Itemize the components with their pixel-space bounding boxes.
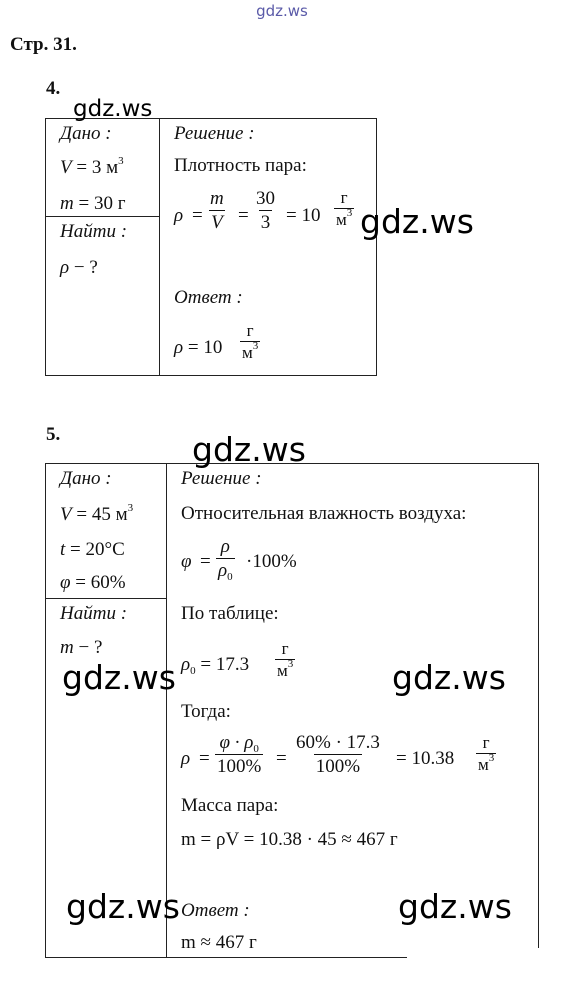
solution-label: Решение : (181, 468, 262, 489)
find-label: Найти : (60, 603, 128, 624)
problem-5-number: 5. (46, 424, 61, 445)
answer-label: Ответ : (174, 287, 243, 308)
watermark: gdz.ws (192, 430, 306, 469)
solution-line-mass: Масса пара: (181, 795, 279, 816)
find-density: ρ − ? (60, 257, 98, 278)
header-watermark: gdz.ws (256, 2, 308, 20)
watermark: gdz.ws (360, 202, 474, 241)
solution-line-table: По таблице: (181, 603, 279, 624)
watermark: gdz.ws (62, 658, 176, 697)
mass-formula: m = ρV = 10.38 · 45 ≈ 467 г (181, 829, 398, 850)
solution-line-density: Плотность пара: (174, 155, 307, 176)
answer-label: Ответ : (181, 900, 250, 921)
given-mass: m = 30 г (60, 193, 126, 214)
given-temperature: t = 20°C (60, 539, 125, 560)
given-label: Дано : (60, 468, 112, 489)
watermark: gdz.ws (73, 96, 153, 122)
given-humidity: φ = 60% (60, 572, 126, 593)
page-title: Стр. 31. (10, 34, 77, 55)
problem-4-number: 4. (46, 78, 61, 99)
solution-line-then: Тогда: (181, 701, 231, 722)
watermark: gdz.ws (398, 887, 512, 926)
watermark: gdz.ws (66, 887, 180, 926)
answer-value: m ≈ 467 г (181, 932, 257, 953)
watermark: gdz.ws (392, 658, 506, 697)
find-mass: m − ? (60, 637, 103, 658)
solution-line-humidity: Относительная влажность воздуха: (181, 503, 467, 524)
find-label: Найти : (60, 221, 128, 242)
given-volume: V = 3 $м^3$ (60, 155, 124, 178)
given-volume: V = 45 $м^3$ (60, 502, 134, 525)
given-label: Дано : (60, 123, 112, 144)
solution-label: Решение : (174, 123, 255, 144)
